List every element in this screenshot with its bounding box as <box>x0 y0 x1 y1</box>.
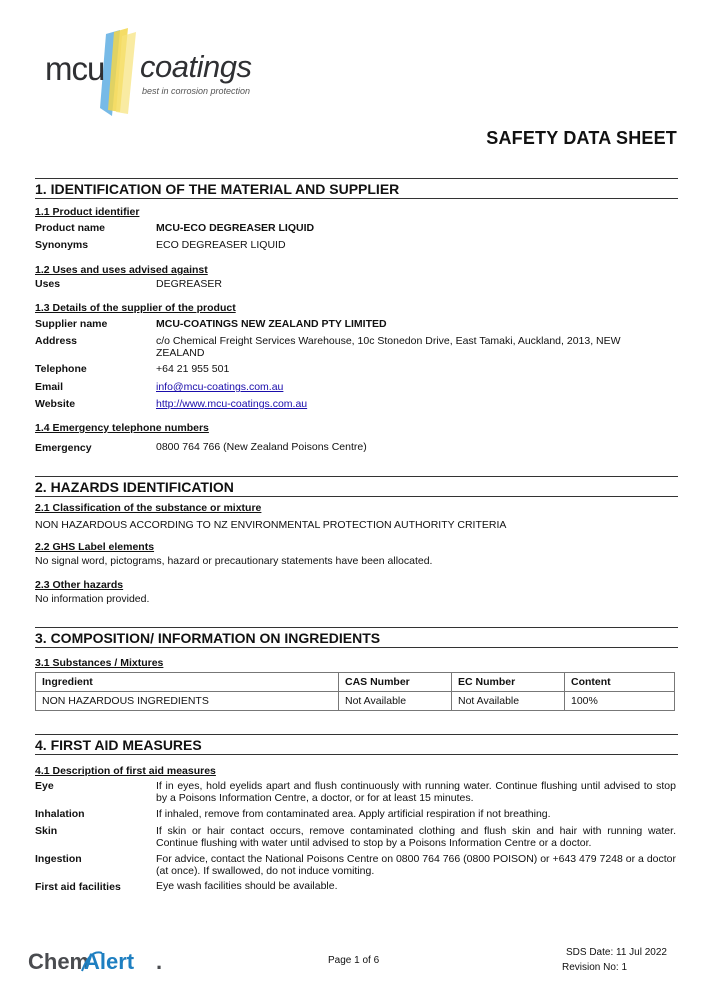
logo-mcu-text: mcu <box>45 50 105 87</box>
chemalert-alert-text: Alert <box>84 949 135 974</box>
eye-label: Eye <box>35 780 54 792</box>
subsection-1-3: 1.3 Details of the supplier of the product <box>35 302 236 314</box>
classification-text: NON HAZARDOUS ACCORDING TO NZ ENVIRONMENTAL PROTECTION AUTHORITY CRITERIA <box>35 519 507 531</box>
ingestion-value: For advice, contact the National Poisons Centre on 0800 764 766 (0800 POISON) or +643 479 7248 or a doctor (at once). If swallowed, do not induce vomiting. <box>156 853 676 877</box>
email-label: Email <box>35 381 64 393</box>
subsection-2-2: 2.2 GHS Label elements <box>35 541 155 553</box>
chemalert-logo-icon <box>28 947 168 977</box>
first-aid-facilities-label: First aid facilities <box>35 881 121 893</box>
column-cas-number: CAS Number <box>339 673 452 692</box>
subsection-1-2: 1.2 Uses and uses advised against <box>35 264 208 276</box>
product-name-label: Product name <box>35 222 106 234</box>
logo-coatings-text: coatings <box>140 49 252 84</box>
revision-number: Revision No: 1 <box>562 962 628 973</box>
telephone-value: +64 21 955 501 <box>156 363 230 375</box>
telephone-label: Telephone <box>35 363 87 375</box>
supplier-name-value: MCU-COATINGS NEW ZEALAND PTY LIMITED <box>156 318 387 330</box>
skin-label: Skin <box>35 825 58 837</box>
column-content: Content <box>565 673 675 692</box>
cell-cas-number: Not Available <box>339 692 452 711</box>
table-header-row <box>36 673 675 692</box>
ingestion-label: Ingestion <box>35 853 82 865</box>
synonyms-label: Synonyms <box>35 239 89 251</box>
mcu-coatings-logo <box>42 28 252 120</box>
website-label: Website <box>35 398 76 410</box>
supplier-name-label: Supplier name <box>35 318 108 330</box>
section-4-heading: 4. FIRST AID MEASURES <box>35 734 678 755</box>
logo-tagline: best in corrosion protection <box>142 86 251 96</box>
ghs-label-text: No signal word, pictograms, hazard or precautionary statements have been allocated. <box>35 555 433 567</box>
page-title: SAFETY DATA SHEET <box>486 128 677 148</box>
cell-content: 100% <box>565 692 675 711</box>
column-ec-number: EC Number <box>452 673 565 692</box>
email-value <box>156 381 676 393</box>
section-3-heading: 3. COMPOSITION/ INFORMATION ON INGREDIENTS <box>35 627 678 648</box>
chemalert-dot-text: . <box>156 949 163 974</box>
section-2-heading: 2. HAZARDS IDENTIFICATION <box>35 476 678 497</box>
website-value <box>156 398 676 410</box>
inhalation-value: If inhaled, remove from contaminated area. Apply artificial respiration if not breathing. <box>156 808 551 820</box>
synonyms-value: ECO DEGREASER LIQUID <box>156 239 286 251</box>
subsection-2-1: 2.1 Classification of the substance or mixture <box>35 502 262 514</box>
subsection-1-4: 1.4 Emergency telephone numbers <box>35 422 209 434</box>
first-aid-facilities-value: Eye wash facilities should be available. <box>156 880 338 892</box>
subsection-3-1: 3.1 Substances / Mixtures <box>35 657 164 669</box>
chemalert-chem-text: Chem <box>28 949 90 974</box>
uses-value: DEGREASER <box>156 278 222 290</box>
address-value: c/o Chemical Freight Services Warehouse, 10c Stonedon Drive, East Tamaki, Auckland, 2013, NEW ZEALAND <box>156 335 621 359</box>
subsection-1-1: 1.1 Product identifier <box>35 206 140 218</box>
emergency-label: Emergency <box>35 442 92 454</box>
subsection-4-1: 4.1 Description of first aid measures <box>35 765 216 777</box>
website-link[interactable]: http://www.mcu-coatings.com.au <box>156 398 308 410</box>
chemalert-logo <box>28 947 168 982</box>
address-label: Address <box>35 335 78 347</box>
cell-ec-number: Not Available <box>452 692 565 711</box>
skin-value: If skin or hair contact occurs, remove contaminated clothing and flush skin and hair with running water. Continue flushing with water until advised to stop by a Poisons Information Centre or a doctor. <box>156 825 676 849</box>
uses-label: Uses <box>35 278 61 290</box>
email-link[interactable]: info@mcu-coatings.com.au <box>156 381 284 393</box>
subsection-2-3: 2.3 Other hazards <box>35 579 124 591</box>
inhalation-label: Inhalation <box>35 808 85 820</box>
other-hazards-text: No information provided. <box>35 593 150 605</box>
cell-ingredient: NON HAZARDOUS INGREDIENTS <box>36 692 339 711</box>
page-number: Page 1 of 6 <box>328 955 380 966</box>
sds-date: SDS Date: 11 Jul 2022 <box>566 947 667 958</box>
table-row <box>36 692 675 711</box>
section-1-heading: 1. IDENTIFICATION OF THE MATERIAL AND SUPPLIER <box>35 178 678 199</box>
emergency-value: 0800 764 766 (New Zealand Poisons Centre) <box>156 441 367 453</box>
column-ingredient: Ingredient <box>36 673 339 692</box>
ingredients-table <box>35 672 675 711</box>
eye-value: If in eyes, hold eyelids apart and flush continuously with running water. Continue flushing until advised to stop by a Poisons Information Centre, a doctor, or for at least 15 minutes. <box>156 780 676 804</box>
product-name-value: MCU-ECO DEGREASER LIQUID <box>156 222 315 234</box>
